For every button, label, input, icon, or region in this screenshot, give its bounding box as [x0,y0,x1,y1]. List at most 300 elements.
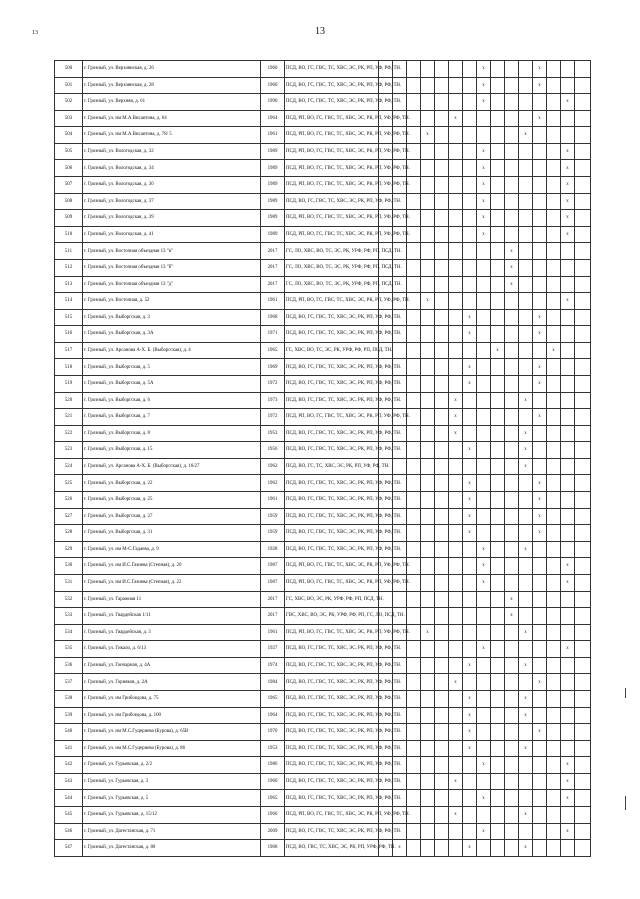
period-cell [547,608,561,625]
period-cell [491,94,505,111]
period-mark: x [477,193,491,210]
period-cell [547,160,561,177]
row-number: 521 [55,409,83,426]
table-row [55,840,591,857]
period-cell [407,591,421,608]
work-types: ПСД, ВО, ГС, ГВС, ТС, ХВС, ЭС, РК, РП, УФ, РФ, ТН. [285,492,379,509]
period-cell [435,177,449,194]
build-year: 1964 [261,110,285,127]
period-cell [505,790,519,807]
period-cell [575,475,591,492]
period-cell [561,740,575,757]
period-cell [575,541,591,558]
period-cell [449,127,463,144]
build-year: 1959 [261,525,285,542]
period-mark: x [547,342,561,359]
table-row [55,807,591,824]
period-mark: x [477,558,491,575]
period-cell [575,210,591,227]
period-mark: x [561,757,575,774]
row-number: 545 [55,807,83,824]
period-cell [407,94,421,111]
period-mark: x [505,259,519,276]
work-types: ПСД, РП, ВО, ГС, ГВС, ТС, ХВС, ЭС, РК, РП, УФ, РФ, ТН. [285,624,379,641]
house-address: г. Грозный, ул. Выборгская, д. 15 [83,442,261,459]
period-mark: x [463,707,477,724]
work-types: ПСД, ВО, ГС, ТС, ХВС, ЭС, РК, РП, УФ, РФ, ТН. [285,458,379,475]
house-address: г. Грозный, ул. Восточная объездная 13 "д" [83,276,261,293]
table-row [55,574,591,591]
work-types: ПСД, РП, ВО, ГС, ГВС, ТС, ХВС, ЭС, РК, РП, УФ, РФ, ТН. [285,574,379,591]
period-cell [561,508,575,525]
build-year: 1984 [261,674,285,691]
period-cell [491,143,505,160]
period-mark: x [463,442,477,459]
period-cell [421,409,435,426]
house-address: г. Грозный, ул. Гончарная, д. 4А [83,657,261,674]
period-mark: x [519,807,533,824]
period-cell [477,724,491,741]
period-cell [435,657,449,674]
period-cell [533,641,547,658]
table-row [55,226,591,243]
work-types: ПСД, РП, ВО, ГС, ГВС, ТС, ХВС, ЭС, РК, РП, УФ, РФ, ТН. [285,160,379,177]
period-mark: x [477,160,491,177]
period-cell [435,77,449,94]
table-row [55,276,591,293]
period-cell [575,359,591,376]
period-cell [491,193,505,210]
period-mark: x [505,243,519,260]
period-mark: x [463,326,477,343]
period-cell [435,375,449,392]
build-year: 1965 [261,342,285,359]
period-cell [477,458,491,475]
period-cell [533,740,547,757]
period-cell [477,492,491,509]
period-cell [421,591,435,608]
table-row [55,508,591,525]
period-cell [519,724,533,741]
period-cell [561,608,575,625]
period-cell [449,757,463,774]
period-cell [449,823,463,840]
period-cell [519,674,533,691]
period-cell [477,375,491,392]
table-row [55,458,591,475]
period-cell [505,442,519,459]
period-cell [491,740,505,757]
period-cell [505,757,519,774]
row-number: 526 [55,492,83,509]
work-types: ПСД, ВО, ГС, ГВС, ТС, ХВС, ЭС, РК, РП, УФ, РФ, ТН. [285,790,379,807]
work-types: ПСД, РП, ВО, ГС, ГВС, ТС, ХВС, ЭС, РК, РП, УФ, РФ, ТН. [285,409,379,426]
period-cell [491,259,505,276]
table-row [55,740,591,757]
period-cell [491,127,505,144]
row-number: 512 [55,259,83,276]
period-cell [435,143,449,160]
period-cell [435,790,449,807]
period-cell [547,591,561,608]
period-cell [575,492,591,509]
row-number: 516 [55,326,83,343]
build-year: 1959 [261,508,285,525]
period-mark: x [519,740,533,757]
period-cell [505,674,519,691]
period-cell [547,442,561,459]
period-cell [435,591,449,608]
work-types: ПСД, РП, ВО, ГС, ГВС, ТС, ХВС, ЭС, РК, РП, УФ, РФ, ТН. [285,127,379,144]
period-cell [533,425,547,442]
period-cell [547,61,561,78]
period-cell [533,392,547,409]
period-cell [561,276,575,293]
build-year: 1953 [261,425,285,442]
period-cell [477,674,491,691]
period-cell [505,293,519,310]
period-cell [547,127,561,144]
period-mark: x [477,61,491,78]
period-mark: x [463,508,477,525]
period-cell [407,823,421,840]
build-year: 1970 [261,724,285,741]
period-cell [505,641,519,658]
period-mark: x [491,342,505,359]
row-number: 540 [55,724,83,741]
period-cell [477,624,491,641]
period-cell [491,541,505,558]
table-row [55,193,591,210]
period-cell [547,293,561,310]
period-cell [575,574,591,591]
period-cell [533,243,547,260]
work-types: ПСД, ВО, ГС, ГВС, ТС, ХВС, ЭС, РК, РП, УФ, РФ, ТН. [285,525,379,542]
period-cell [449,641,463,658]
build-year: 1987 [261,574,285,591]
period-cell [463,293,477,310]
period-cell [407,442,421,459]
period-cell [561,243,575,260]
period-cell [435,624,449,641]
period-cell [463,574,477,591]
period-cell [435,773,449,790]
period-cell [421,525,435,542]
period-cell [505,558,519,575]
period-cell [519,243,533,260]
period-mark: x [477,143,491,160]
work-types: ПСД, ВО, ГС, ГВС, ТС, ХВС, ЭС, РК, РП, УФ, РФ, ТН. [285,508,379,525]
period-mark: x [477,541,491,558]
period-cell [421,707,435,724]
period-cell [505,574,519,591]
table-row [55,309,591,326]
period-cell [463,342,477,359]
period-cell [575,177,591,194]
period-cell [435,492,449,509]
period-mark: x [561,193,575,210]
period-cell [407,392,421,409]
period-cell [519,94,533,111]
work-types: ПСД, ВО, ГС, ГВС, ТС, ХВС, ЭС, РК, РП, УФ, РФ, ТН. [285,641,379,658]
work-types: ПСД, ВО, ГС, ГВС, ТС, ХВС, ЭС, РК, РП, УФ, РФ, ТН. [285,77,379,94]
period-cell [421,342,435,359]
period-cell [575,674,591,691]
period-cell [561,458,575,475]
period-mark: x [561,226,575,243]
period-cell [547,525,561,542]
build-year: 1989 [261,177,285,194]
period-cell [547,243,561,260]
build-year: 1966 [261,807,285,824]
period-cell [435,442,449,459]
period-cell [435,475,449,492]
page-number: 13 [315,26,325,37]
period-cell [491,608,505,625]
build-year: 1971 [261,326,285,343]
period-cell [449,293,463,310]
period-cell [491,840,505,857]
period-mark: x [519,425,533,442]
house-address: г. Грозный, ул. Вологодская, д. 37 [83,193,261,210]
period-cell [407,193,421,210]
period-cell [519,591,533,608]
period-cell [533,94,547,111]
period-cell [547,657,561,674]
period-cell [575,591,591,608]
period-cell [435,359,449,376]
period-cell [421,690,435,707]
period-cell [463,94,477,111]
period-cell [505,409,519,426]
period-cell [463,624,477,641]
period-cell [547,326,561,343]
period-cell [407,508,421,525]
row-number: 507 [55,177,83,194]
row-number: 534 [55,624,83,641]
period-cell [421,309,435,326]
period-cell [505,773,519,790]
period-cell [477,359,491,376]
period-mark: x [449,110,463,127]
period-cell [463,61,477,78]
period-cell [561,624,575,641]
period-cell [575,773,591,790]
table-row [55,657,591,674]
work-types: ГС, ЛО, ХВС, ВО, ТС, ЭС, РК, УРФ, РФ, РП, ПСД, ТН. [285,243,379,260]
period-cell [421,392,435,409]
work-types: ПСД, ВО, ГС, ГВС, ТС, ХВС, ЭС, РК, РП, УФ, РФ, ТН. [285,61,379,78]
house-address: г. Грозный, ул. им М.А.Висаитова, д. 78/ 5 [83,127,261,144]
build-year: 1965 [261,690,285,707]
period-cell [505,226,519,243]
period-mark: x [519,392,533,409]
period-cell [533,442,547,459]
period-cell [491,508,505,525]
period-cell [519,641,533,658]
period-cell [421,94,435,111]
period-mark: x [463,690,477,707]
period-cell [421,77,435,94]
work-types: ПСД, РП, ВО, ГС, ГВС, ТС, ХВС, ЭС, РК, РП, УФ, РФ, ТН. [285,226,379,243]
period-cell [575,740,591,757]
period-cell [547,143,561,160]
period-cell [407,375,421,392]
row-number: 525 [55,475,83,492]
period-cell [407,541,421,558]
period-cell [435,392,449,409]
period-cell [575,276,591,293]
period-mark: x [561,160,575,177]
row-number: 537 [55,674,83,691]
table-row [55,541,591,558]
period-cell [463,409,477,426]
period-cell [407,359,421,376]
period-cell [407,690,421,707]
period-cell [449,243,463,260]
period-cell [449,574,463,591]
period-cell [477,392,491,409]
house-address: г. Грозный, ул. им Грибоедова, д. 75 [83,690,261,707]
period-cell [547,624,561,641]
period-cell [519,823,533,840]
period-cell [519,475,533,492]
table-row [55,641,591,658]
period-cell [575,724,591,741]
period-mark: x [477,94,491,111]
build-year: 1989 [261,226,285,243]
table-row [55,243,591,260]
period-cell [421,608,435,625]
row-number: 529 [55,541,83,558]
build-year: 2017 [261,591,285,608]
house-address: г. Грозный, ул. Вологодская, д. 39 [83,210,261,227]
period-cell [421,807,435,824]
period-cell [491,773,505,790]
period-cell [519,342,533,359]
period-cell [435,508,449,525]
build-year: 2017 [261,608,285,625]
build-year: 1974 [261,657,285,674]
period-mark: x [449,773,463,790]
house-address: г. Грозный, ул. им М.С.Гуцериева (Бурова), д. 65В [83,724,261,741]
period-cell [575,392,591,409]
period-cell [505,475,519,492]
period-cell [505,77,519,94]
house-address: г. Грозный, ул. Гвардейская 1/11 [83,608,261,625]
period-cell [561,525,575,542]
period-cell [449,707,463,724]
period-mark: x [477,823,491,840]
period-cell [407,525,421,542]
work-types: ПСД, РП, ВО, ГС, ГВС, ТС, ХВС, ЭС, РК, РП, УФ, РФ, ТН. [285,558,379,575]
row-number: 542 [55,757,83,774]
period-mark: x [421,624,435,641]
period-cell [505,160,519,177]
period-mark: x [561,641,575,658]
table-row [55,359,591,376]
period-cell [477,293,491,310]
table-row [55,259,591,276]
period-cell [561,591,575,608]
period-cell [449,475,463,492]
period-mark: x [477,177,491,194]
house-address: г. Грозный, ул. Гурьевская, д. 3 [83,773,261,790]
build-year: 2017 [261,276,285,293]
period-cell [505,657,519,674]
period-cell [449,591,463,608]
period-cell [491,77,505,94]
period-cell [575,160,591,177]
build-year: 1972 [261,409,285,426]
period-cell [575,608,591,625]
table-row [55,492,591,509]
period-cell [491,425,505,442]
period-cell [477,707,491,724]
work-types: ГС, ХВС, ВО, ЭС, РК, УРФ, РФ, РП, ПСД, ТН. [285,591,379,608]
period-cell [519,210,533,227]
period-mark: x [533,375,547,392]
period-cell [491,807,505,824]
period-cell [463,641,477,658]
row-number: 544 [55,790,83,807]
table-row [55,724,591,741]
period-mark: x [519,127,533,144]
build-year: 2017 [261,243,285,260]
period-cell [533,657,547,674]
build-year: 1927 [261,641,285,658]
table-row [55,790,591,807]
period-cell [449,508,463,525]
period-cell [449,724,463,741]
period-cell [547,458,561,475]
period-cell [519,359,533,376]
period-mark: x [477,641,491,658]
table-row [55,690,591,707]
period-cell [449,458,463,475]
period-mark: x [533,724,547,741]
period-cell [449,210,463,227]
period-cell [547,508,561,525]
period-cell [449,541,463,558]
period-cell [547,641,561,658]
period-cell [435,690,449,707]
period-cell [407,259,421,276]
row-number: 532 [55,591,83,608]
period-cell [463,773,477,790]
work-types: ПСД, ВО, ГВС, ТС, ХВС, ЭС, РК, РП, УРФ, РФ, ТН. [285,840,379,857]
period-cell [421,110,435,127]
period-cell [449,657,463,674]
corner-page-number: 13 [32,30,38,36]
period-cell [561,840,575,857]
period-cell [407,790,421,807]
row-number: 527 [55,508,83,525]
row-number: 502 [55,94,83,111]
period-cell [547,110,561,127]
period-mark: x [533,409,547,426]
table-row [55,475,591,492]
period-mark: x [505,591,519,608]
period-cell [477,657,491,674]
period-cell [421,442,435,459]
period-cell [421,458,435,475]
build-year: 1989 [261,160,285,177]
row-number: 541 [55,740,83,757]
work-types: ПСД, РП, ВО, ГС, ГВС, ТС, ХВС, ЭС, РК, РП, УФ, РФ, ТН. [285,807,379,824]
period-cell [449,790,463,807]
period-cell [491,657,505,674]
